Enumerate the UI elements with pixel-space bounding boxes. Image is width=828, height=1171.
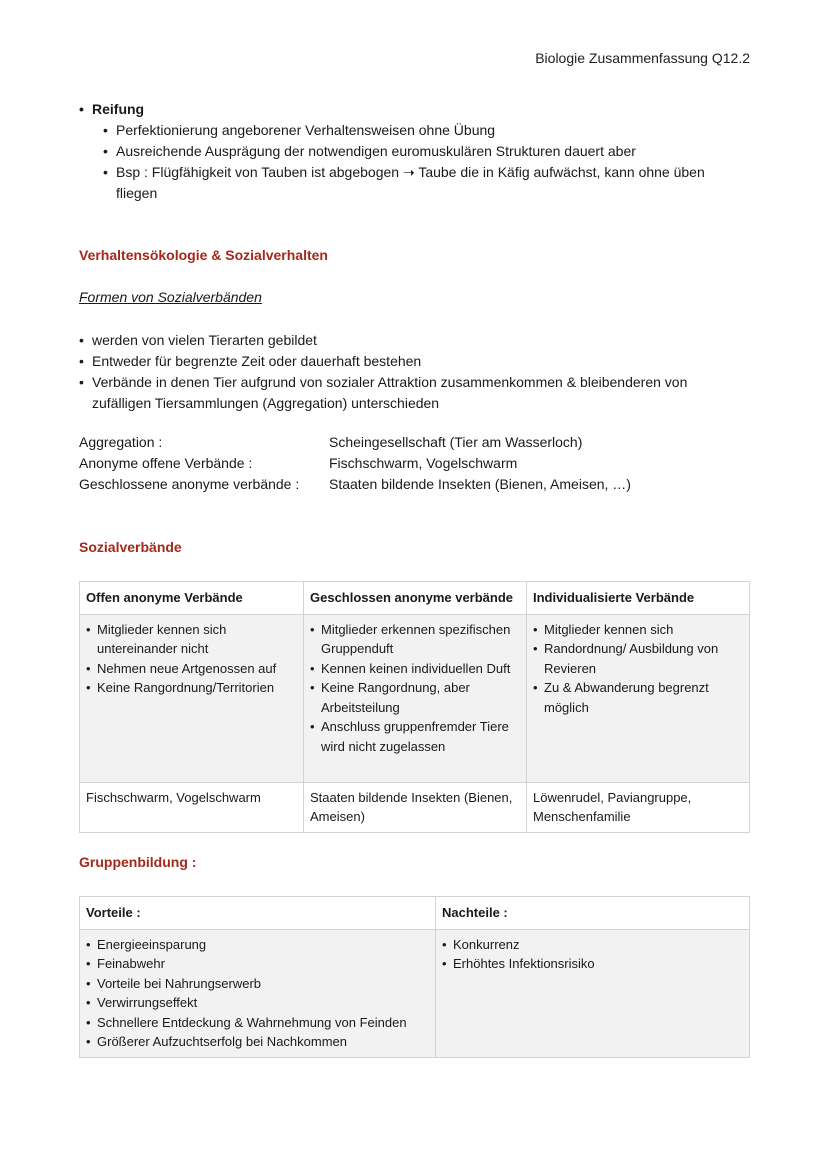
reifung-title: • Reifung — [79, 99, 749, 120]
list-item: • Verwirrungseffekt — [86, 993, 429, 1013]
reifung-list — [103, 120, 749, 204]
column-header: Nachteile : — [436, 897, 750, 930]
gruppenbildung-table — [79, 896, 750, 1058]
column-header: Vorteile : — [80, 897, 436, 930]
table-header-row — [80, 897, 750, 930]
table-row — [80, 929, 750, 1057]
list-item: • Erhöhtes Infektionsrisiko — [442, 954, 743, 974]
list-item: • Feinabwehr — [86, 954, 429, 974]
list-item: • Konkurrenz — [442, 935, 743, 955]
table-cell — [80, 614, 304, 782]
definitions-list — [79, 432, 631, 495]
definition-row — [79, 453, 631, 474]
list-item: • Entweder für begrenzte Zeit oder dauerhaft bestehen — [79, 351, 749, 372]
list-item: • Randordnung/ Ausbildung von Revieren — [533, 639, 743, 678]
column-header: Offen anonyme Verbände — [80, 582, 304, 615]
list-item: • Mitglieder kennen sich — [533, 620, 743, 640]
list-item: • Nehmen neue Artgenossen auf — [86, 659, 297, 679]
reifung-section — [79, 99, 749, 204]
list-item: • Mitglieder kennen sich untereinander nicht — [86, 620, 297, 659]
table-row-features — [80, 614, 750, 782]
definition-value: Staaten bildende Insekten (Bienen, Ameisen, …) — [329, 476, 631, 492]
definition-row — [79, 432, 631, 453]
list-item: • Anschluss gruppenfremder Tiere wird nicht zugelassen — [310, 717, 520, 756]
section-heading: Gruppenbildung : — [79, 854, 197, 870]
list-item: • Bsp : Flügfähigkeit von Tauben ist abgebogen ➝ Taube die in Käfig aufwächst, kann ohne üben fliegen — [103, 162, 732, 204]
column-header: Individualisierte Verbände — [527, 582, 750, 615]
table-cell: Staaten bildende Insekten (Bienen, Ameisen) — [304, 782, 527, 832]
subsection-heading: Formen von Sozialverbänden — [79, 289, 262, 305]
column-header: Geschlossen anonyme verbände — [304, 582, 527, 615]
table-cell-nachteile — [436, 929, 750, 1057]
definition-label: Anonyme offene Verbände : — [79, 455, 253, 471]
list-item: • Energieeinsparung — [86, 935, 429, 955]
list-item: • Mitglieder erkennen spezifischen Gruppenduft — [310, 620, 520, 659]
section-heading: Verhaltensökologie & Sozialverhalten — [79, 247, 328, 263]
page-header: Biologie Zusammenfassung Q12.2 — [535, 50, 750, 66]
list-item: • werden von vielen Tierarten gebildet — [79, 330, 749, 351]
definition-value: Scheingesellschaft (Tier am Wasserloch) — [329, 434, 583, 450]
list-item: • Keine Rangordnung/Territorien — [86, 678, 297, 698]
definition-label: Geschlossene anonyme verbände : — [79, 476, 300, 492]
table-cell: Löwenrudel, Paviangruppe, Menschenfamilie — [527, 782, 750, 832]
table-row-examples — [80, 782, 750, 832]
table-cell-vorteile — [80, 929, 436, 1057]
definition-row — [79, 474, 631, 495]
sozial-bullets — [79, 330, 749, 414]
list-item: • Größerer Aufzuchtserfolg bei Nachkommen — [86, 1032, 429, 1052]
list-item: • Ausreichende Ausprägung der notwendigen euromuskulären Strukturen dauert aber — [103, 141, 749, 162]
table-cell: Fischschwarm, Vogelschwarm — [80, 782, 304, 832]
table-cell — [304, 614, 527, 782]
section-heading: Sozialverbände — [79, 539, 182, 555]
list-item: • Keine Rangordnung, aber Arbeitsteilung — [310, 678, 520, 717]
list-item: • Schnellere Entdeckung & Wahrnehmung von Feinden — [86, 1013, 429, 1033]
list-item: • Zu & Abwanderung begrenzt möglich — [533, 678, 743, 717]
list-item: • Vorteile bei Nahrungserwerb — [86, 974, 429, 994]
list-item: • Kennen keinen individuellen Duft — [310, 659, 520, 679]
definition-value: Fischschwarm, Vogelschwarm — [329, 455, 518, 471]
list-item: • Verbände in denen Tier aufgrund von sozialer Attraktion zusammenkommen & bleibenderen von zufälligen Tiersammlungen (Aggregation) unterschieden — [79, 372, 737, 414]
definition-label: Aggregation : — [79, 434, 163, 450]
table-header-row — [80, 582, 750, 615]
table-cell — [527, 614, 750, 782]
sozialverbaende-table — [79, 581, 750, 833]
list-item: • Perfektionierung angeborener Verhaltensweisen ohne Übung — [103, 120, 749, 141]
